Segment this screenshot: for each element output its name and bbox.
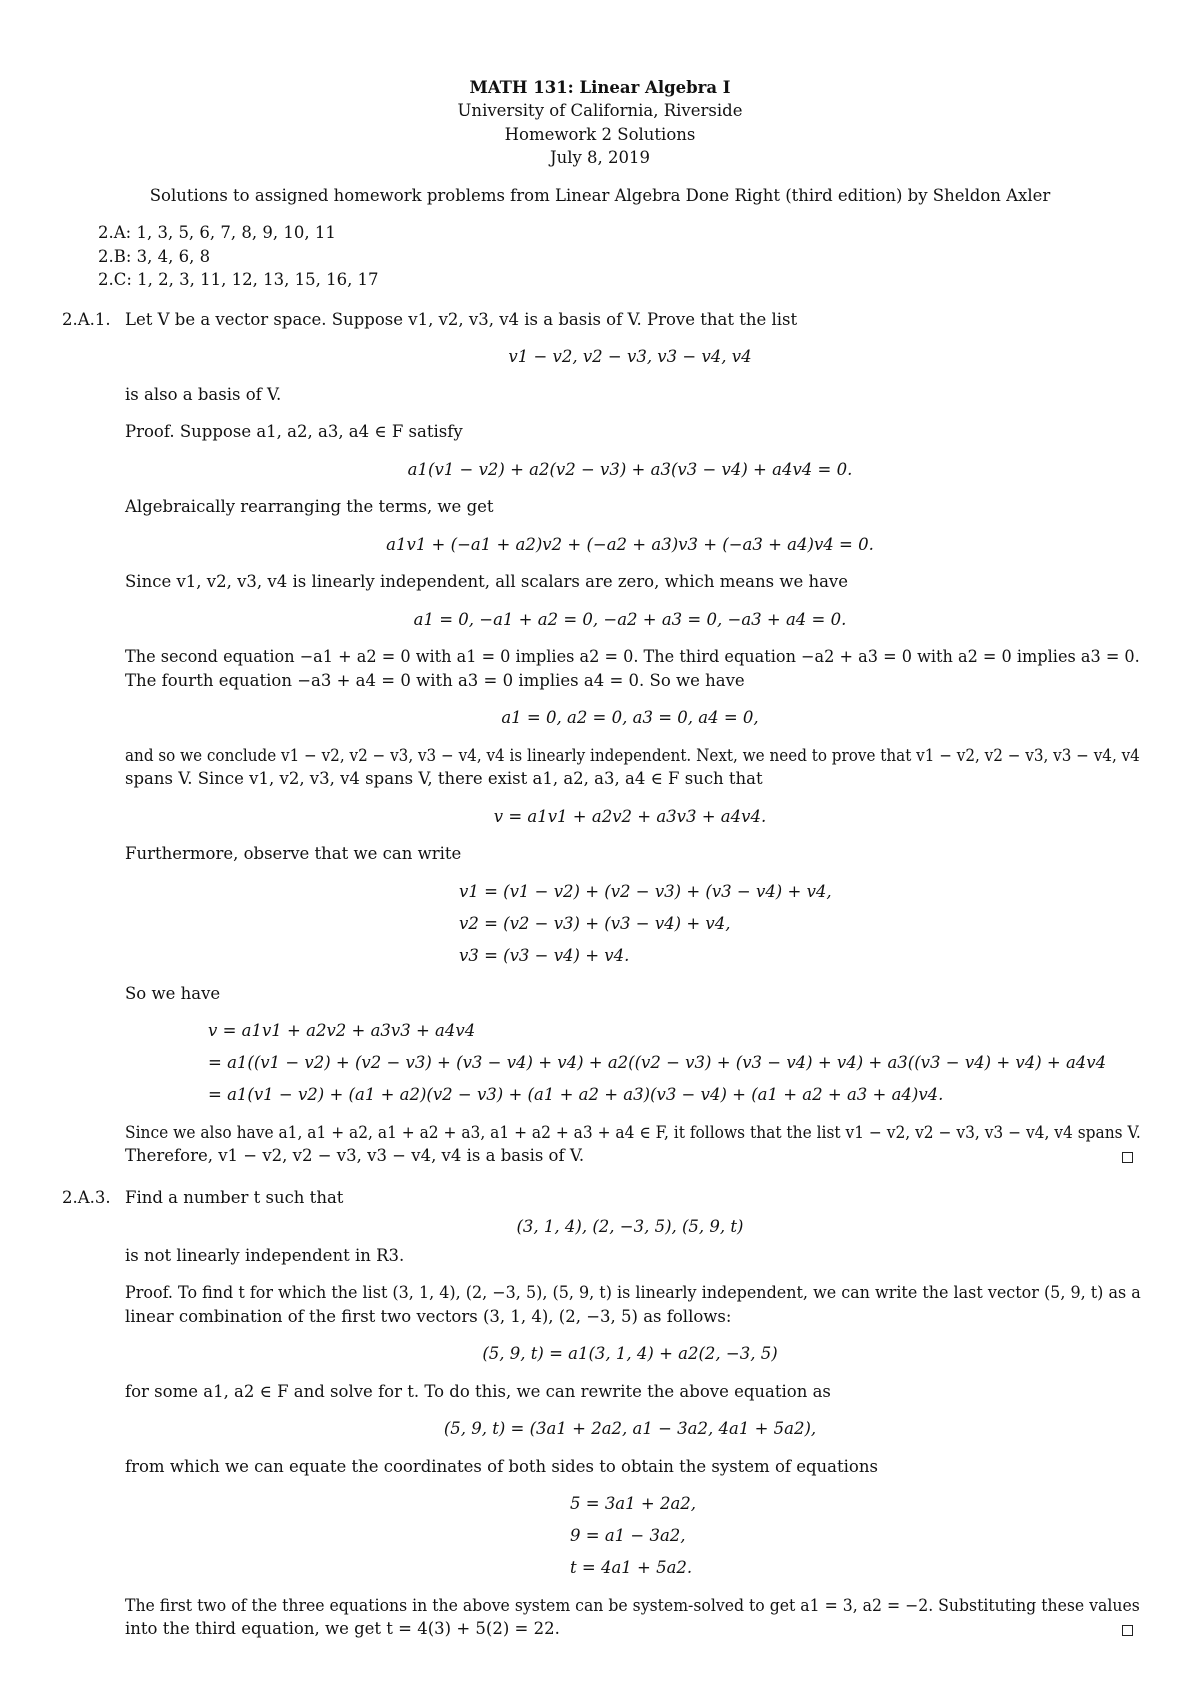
equation: v1 = (v1 − v2) + (v2 − v3) + (v3 − v4) + v4, — [459, 882, 832, 901]
qed-square-icon — [1122, 1152, 1133, 1163]
equation: (3, 1, 4), (2, −3, 5), (5, 9, t) — [516, 1217, 744, 1236]
paragraph: spans V. Since v1, v2, v3, v4 spans V, there exist a1, a2, a3, a4 ∈ F such that — [125, 769, 763, 788]
university-name: University of California, Riverside — [457, 101, 743, 120]
assigned-2c: 2.C: 1, 2, 3, 11, 12, 13, 15, 16, 17 — [98, 270, 379, 289]
paragraph: Since v1, v2, v3, v4 is linearly independent, all scalars are zero, which means we have — [125, 572, 849, 591]
problem-label: 2.A.1. — [62, 310, 111, 329]
intro-text: Solutions to assigned homework problems from Linear Algebra Done Right (third edition) by Sheldon Axler — [149, 186, 1051, 205]
paragraph: The first two of the three equations in the above system can be system-solved to get a1 = 3, a2 = −2. Substituting these values — [125, 1596, 1140, 1615]
equation: t = 4a1 + 5a2. — [570, 1558, 693, 1577]
qed-square-icon — [1122, 1625, 1133, 1636]
paragraph: is also a basis of V. — [125, 385, 282, 404]
homework-title: Homework 2 Solutions — [504, 125, 696, 144]
doc-date: July 8, 2019 — [549, 148, 651, 167]
problem-statement: Find a number t such that — [125, 1188, 344, 1207]
equation: v2 = (v2 − v3) + (v3 − v4) + v4, — [459, 914, 731, 933]
paragraph: The fourth equation −a3 + a4 = 0 with a3 = 0 implies a4 = 0. So we have — [125, 671, 745, 690]
assigned-2a: 2.A: 1, 3, 5, 6, 7, 8, 9, 10, 11 — [98, 223, 336, 242]
equation: = a1((v1 − v2) + (v2 − v3) + (v3 − v4) + v4) + a2((v2 − v3) + (v3 − v4) + v4) + a3((v3 − v4) + v4) + a4v4 — [208, 1053, 1107, 1072]
equation: (5, 9, t) = a1(3, 1, 4) + a2(2, −3, 5) — [482, 1344, 778, 1363]
paragraph: and so we conclude v1 − v2, v2 − v3, v3 − v4, v4 is linearly independent. Next, we need to prove that v1 − v2, v2 − v3, v3 − v4, v4 — [125, 746, 1140, 765]
paragraph: linear combination of the first two vectors (3, 1, 4), (2, −3, 5) as follows: — [125, 1307, 732, 1326]
paragraph: is not linearly independent in R3. — [125, 1246, 405, 1265]
doc-title: MATH 131: Linear Algebra I — [469, 78, 731, 97]
paragraph: So we have — [125, 984, 221, 1003]
equation: v = a1v1 + a2v2 + a3v3 + a4v4. — [493, 807, 767, 826]
proof-start: Proof. Suppose a1, a2, a3, a4 ∈ F satisfy — [125, 422, 463, 441]
equation: v = a1v1 + a2v2 + a3v3 + a4v4 — [208, 1021, 476, 1040]
assigned-2b: 2.B: 3, 4, 6, 8 — [98, 247, 211, 266]
equation: = a1(v1 − v2) + (a1 + a2)(v2 − v3) + (a1 + a2 + a3)(v3 − v4) + (a1 + a2 + a3 + a4)v4. — [208, 1085, 944, 1104]
paragraph: from which we can equate the coordinates of both sides to obtain the system of equations — [125, 1457, 878, 1476]
equation: v3 = (v3 − v4) + v4. — [459, 946, 630, 965]
equation: v1 − v2, v2 − v3, v3 − v4, v4 — [508, 347, 752, 366]
equation: 9 = a1 − 3a2, — [570, 1526, 686, 1545]
paragraph: Since we also have a1, a1 + a2, a1 + a2 + a3, a1 + a2 + a3 + a4 ∈ F, it follows that the list v1 − v2, v2 − v3, v3 − v4, v4 spans V. — [125, 1123, 1141, 1142]
equation: 5 = 3a1 + 2a2, — [570, 1494, 697, 1513]
paragraph: into the third equation, we get t = 4(3) + 5(2) = 22. — [125, 1619, 560, 1638]
paragraph: Furthermore, observe that we can write — [125, 844, 462, 863]
equation: a1v1 + (−a1 + a2)v2 + (−a2 + a3)v3 + (−a3 + a4)v4 = 0. — [386, 535, 874, 554]
paragraph: The second equation −a1 + a2 = 0 with a1 = 0 implies a2 = 0. The third equation −a2 + a3 = 0 with a2 = 0 implies a3 = 0. — [125, 647, 1140, 666]
paragraph: Therefore, v1 − v2, v2 − v3, v3 − v4, v4 is a basis of V. — [125, 1146, 585, 1165]
equation: (5, 9, t) = (3a1 + 2a2, a1 − 3a2, 4a1 + 5a2), — [443, 1419, 817, 1438]
equation: a1 = 0, a2 = 0, a3 = 0, a4 = 0, — [501, 708, 759, 727]
equation: a1(v1 − v2) + a2(v2 − v3) + a3(v3 − v4) + a4v4 = 0. — [407, 460, 853, 479]
proof-start: Proof. To find t for which the list (3, 1, 4), (2, −3, 5), (5, 9, t) is linearly independent, we can write the last vector (5, 9, t) as a — [125, 1283, 1141, 1302]
problem-statement: Let V be a vector space. Suppose v1, v2, v3, v4 is a basis of V. Prove that the list — [125, 310, 798, 329]
equation: a1 = 0, −a1 + a2 = 0, −a2 + a3 = 0, −a3 + a4 = 0. — [413, 610, 847, 629]
paragraph: Algebraically rearranging the terms, we get — [125, 497, 494, 516]
paragraph: for some a1, a2 ∈ F and solve for t. To do this, we can rewrite the above equation as — [125, 1382, 831, 1401]
problem-label: 2.A.3. — [62, 1188, 111, 1207]
